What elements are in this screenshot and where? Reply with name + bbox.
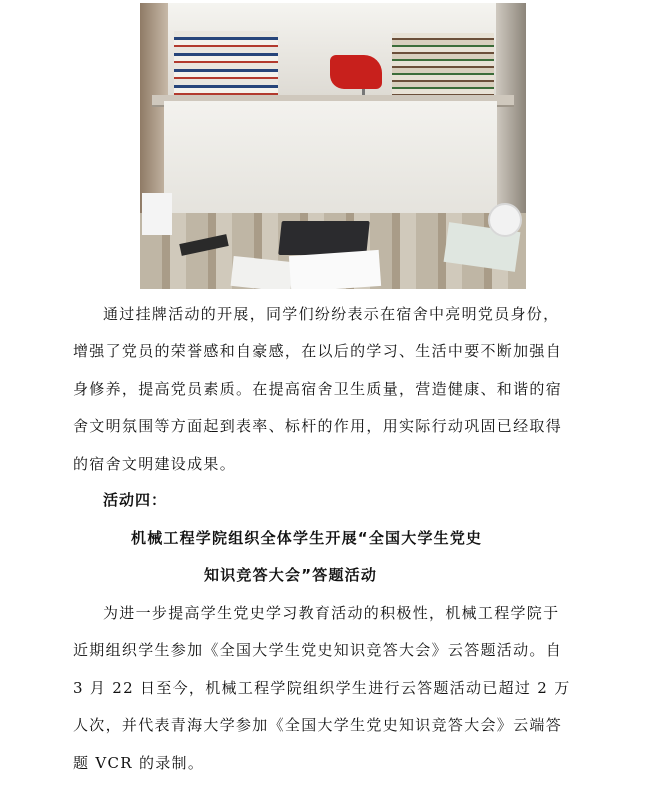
book-stack-right — [392, 33, 494, 95]
laptop — [278, 221, 370, 255]
paragraph-2-line: 近期组织学生参加《全国大学生党史知识竞答大会》云答题活动。自 — [73, 641, 563, 660]
section-label: 活动四： — [103, 491, 168, 509]
paper-sheet — [231, 256, 294, 289]
tissue-box — [142, 193, 172, 235]
paragraph-1-line: 身修养，提高党员素质。在提高宿舍卫生质量，营造健康、和谐的宿 — [73, 379, 563, 398]
party-member-flag — [330, 55, 382, 89]
book-stack-left — [174, 31, 278, 95]
desk-wall — [164, 101, 497, 221]
webcam — [488, 203, 522, 237]
paragraph-2 — [73, 595, 576, 782]
paragraph-2-line: 题 VCR 的录制。 — [73, 753, 205, 772]
paragraph-2-line: 人次，并代表青海大学参加《全国大学生党史知识竞答大会》云端答 — [73, 716, 563, 735]
paragraph-1 — [73, 296, 576, 483]
paragraph-2-line: 为进一步提高学生党史学习教育活动的积极性，机械工程学院于 — [103, 604, 560, 622]
paragraph-1-line: 增强了党员的荣誉感和自豪感，在以后的学习、生活中要不断加强自 — [73, 342, 563, 361]
dormitory-desk-photo — [140, 3, 526, 289]
paragraph-1-line: 舍文明氛围等方面起到表率、标杆的作用，用实际行动巩固已经取得 — [73, 417, 563, 436]
paragraph-1-line: 的宿舍文明建设成果。 — [73, 454, 237, 473]
paragraph-2-line: 3 月 22 日至今，机械工程学院组织学生进行云答题活动已超过 2 万 — [73, 678, 571, 697]
article-title-line-2: 知识竞答大会”答题活动 — [204, 566, 378, 584]
paper-stack — [289, 250, 381, 289]
article-title-line-1: 机械工程学院组织全体学生开展“全国大学生党史 — [131, 529, 483, 547]
paragraph-1-line: 通过挂牌活动的开展，同学们纷纷表示在宿舍中亮明党员身份， — [103, 305, 560, 323]
